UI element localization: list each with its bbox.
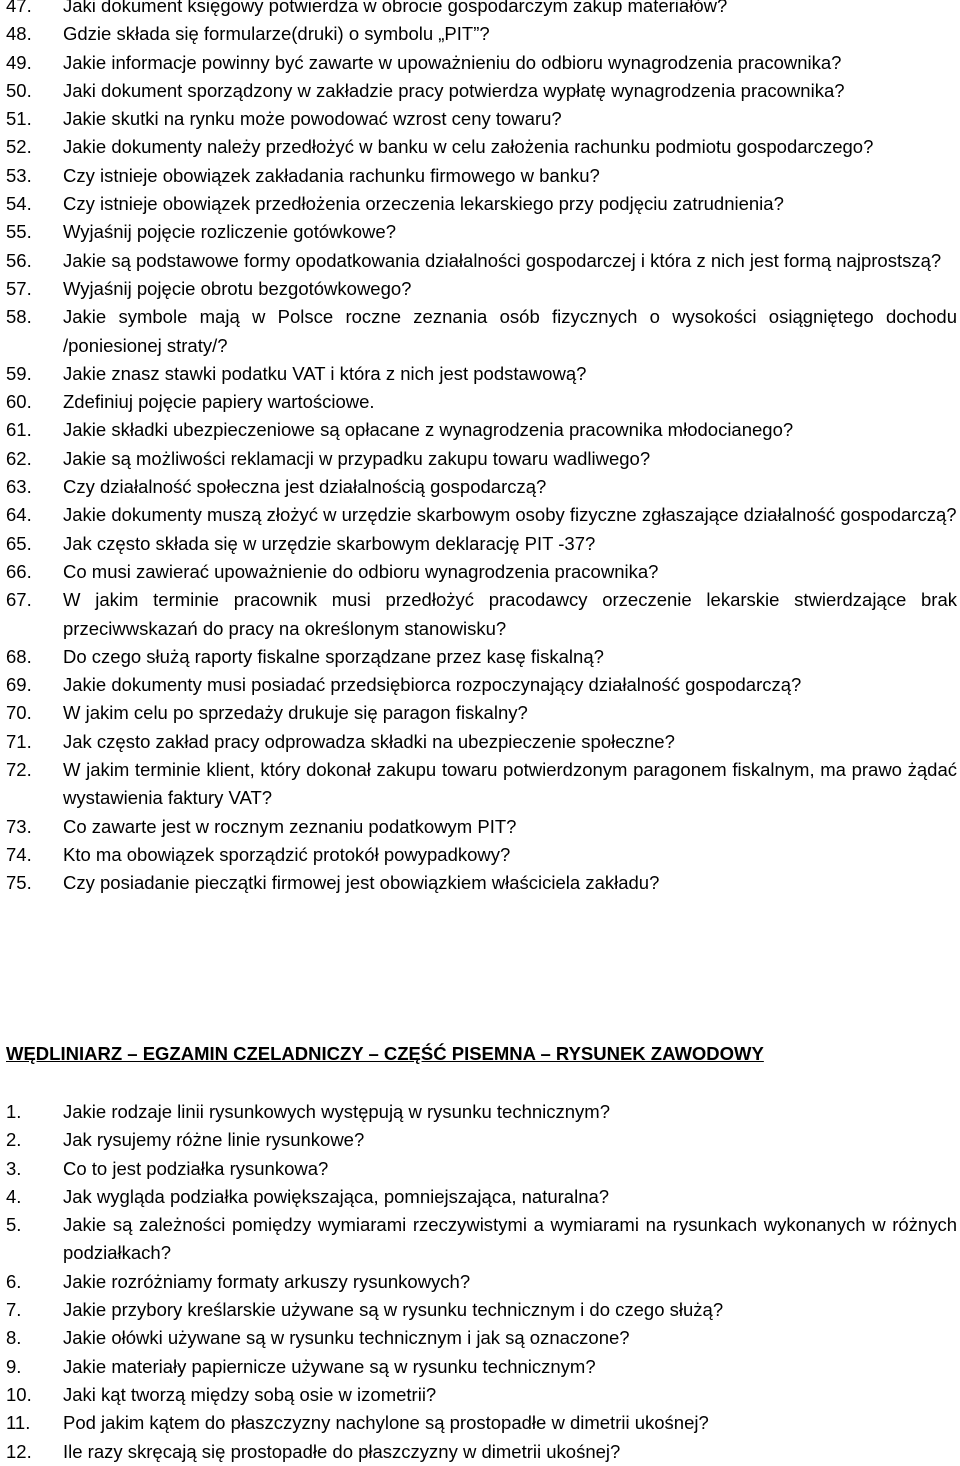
question-item: [0, 190, 957, 218]
question-item: [0, 699, 957, 727]
question-item: [0, 275, 957, 303]
question-number: 51.: [6, 108, 32, 130]
question-text: Gdzie składa się formularze(druki) o symbolu „PIT”?: [63, 23, 490, 45]
question-item: [0, 445, 957, 473]
question-text: Jakie materiały papiernicze używane są w rysunku technicznym?: [63, 1355, 596, 1377]
question-item: [0, 1409, 957, 1437]
question-number: 9.: [6, 1355, 22, 1377]
question-text: Wyjaśnij pojęcie rozliczenie gotówkowe?: [63, 221, 396, 243]
question-text: Jaki kąt tworzą między sobą osie w izometrii?: [63, 1383, 437, 1405]
question-number: 71.: [6, 730, 32, 752]
question-item: [0, 1381, 957, 1409]
question-text: Jakie informacje powinny być zawarte w upoważnieniu do odbioru wynagrodzenia pracownika?: [63, 51, 842, 73]
question-number: 75.: [6, 872, 32, 894]
question-item: [0, 303, 957, 360]
question-text: Jakie przybory kreślarskie używane są w rysunku technicznym i do czego służą?: [63, 1299, 724, 1321]
question-text: Jaki dokument księgowy potwierdza w obrocie gospodarczym zakup materiałów?: [63, 0, 728, 16]
question-item: [0, 473, 957, 501]
question-item: [0, 756, 957, 813]
question-text: Co zawarte jest w rocznym zeznaniu podatkowym PIT?: [63, 815, 517, 837]
question-text: Czy posiadanie pieczątki firmowej jest obowiązkiem właściciela zakładu?: [63, 872, 660, 894]
question-text: Jakie dokumenty należy przedłożyć w banku w celu założenia rachunku podmiotu gospodarczego?: [63, 136, 874, 158]
question-item: [0, 1268, 957, 1296]
question-number: 54.: [6, 193, 32, 215]
question-number: 72.: [6, 759, 32, 781]
question-number: 55.: [6, 221, 32, 243]
question-number: 1.: [6, 1101, 22, 1122]
question-text: W jakim terminie klient, który dokonał zakupu towaru potwierdzonym paragonem fiskalnym, ma prawo żądać wystawienia faktury VAT?: [63, 759, 957, 809]
question-text: Jakie symbole mają w Polsce roczne zeznania osób fizycznych o wysokości osiągniętego dochodu /poniesionej straty/?: [63, 306, 957, 356]
question-text: Wyjaśnij pojęcie obrotu bezgotówkowego?: [63, 277, 412, 299]
question-number: 2.: [6, 1129, 22, 1151]
question-text: Pod jakim kątem do płaszczyzny nachylone są prostopadłe w dimetrii ukośnej?: [63, 1412, 709, 1434]
question-number: 8.: [6, 1327, 22, 1349]
question-item: [0, 416, 957, 444]
question-item: [0, 586, 957, 643]
question-number: 68.: [6, 645, 32, 667]
question-text: Jakie dokumenty musi posiadać przedsiębiorca rozpoczynający działalność gospodarczą?: [63, 674, 802, 696]
question-item: [0, 869, 957, 897]
question-item: [0, 1353, 957, 1381]
question-number: 10.: [6, 1383, 32, 1405]
question-text: Jak wygląda podziałka powiększająca, pomniejszająca, naturalna?: [63, 1185, 610, 1207]
question-list-technical-drawing: [0, 1098, 957, 1466]
question-number: 4.: [6, 1185, 22, 1207]
question-text: Jakie są możliwości reklamacji w przypadku zakupu towaru wadliwego?: [63, 447, 651, 469]
question-text: W jakim celu po sprzedaży drukuje się paragon fiskalny?: [63, 702, 528, 724]
question-item: [0, 388, 957, 416]
question-text: Jakie rozróżniamy formaty arkuszy rysunkowych?: [63, 1270, 471, 1292]
question-number: 65.: [6, 532, 32, 554]
question-number: 64.: [6, 504, 32, 526]
question-text: Kto ma obowiązek sporządzić protokół powypadkowy?: [63, 843, 511, 865]
question-number: 52.: [6, 136, 32, 158]
question-number: 70.: [6, 702, 32, 724]
question-number: 62.: [6, 447, 32, 469]
question-number: 63.: [6, 476, 32, 498]
question-text: Jakie są podstawowe formy opodatkowania działalności gospodarczej i która z nich jest formą najprostszą?: [63, 249, 942, 271]
question-number: 6.: [6, 1270, 22, 1292]
question-number: 58.: [6, 306, 32, 328]
question-item: [0, 501, 957, 529]
question-number: 60.: [6, 391, 32, 413]
question-item: [0, 133, 957, 161]
question-text: Jaki dokument sporządzony w zakładzie pracy potwierdza wypłatę wynagrodzenia pracownika?: [63, 79, 845, 101]
question-text: Czy działalność społeczna jest działalnością gospodarczą?: [63, 476, 547, 498]
question-item: [0, 1098, 957, 1126]
question-item: [0, 0, 957, 20]
question-text: Do czego służą raporty fiskalne sporządzane przez kasę fiskalną?: [63, 645, 604, 667]
question-item: [0, 558, 957, 586]
question-item: [0, 1211, 957, 1268]
question-number: 5.: [6, 1214, 22, 1236]
question-text: Jak rysujemy różne linie rysunkowe?: [63, 1129, 365, 1151]
question-text: Ile razy skręcają się prostopadłe do płaszczyzny w dimetrii ukośnej?: [63, 1440, 621, 1462]
question-number: 74.: [6, 843, 32, 865]
question-text: Co musi zawierać upoważnienie do odbioru wynagrodzenia pracownika?: [63, 560, 659, 582]
question-item: [0, 218, 957, 246]
question-item: [0, 728, 957, 756]
question-number: 11.: [6, 1412, 31, 1434]
question-number: 47.: [6, 0, 32, 16]
question-text: Czy istnieje obowiązek zakładania rachunku firmowego w banku?: [63, 164, 600, 186]
question-item: [0, 247, 957, 275]
question-text: Zdefiniuj pojęcie papiery wartościowe.: [63, 391, 375, 413]
question-number: 3.: [6, 1157, 22, 1179]
question-text: Jakie skutki na rynku może powodować wzrost ceny towaru?: [63, 108, 562, 130]
question-text: Jakie są zależności pomiędzy wymiarami rzeczywistymi a wymiarami na rysunkach wykonanych w różnych podziałkach?: [63, 1214, 957, 1264]
question-item: [0, 1324, 957, 1352]
question-item: [0, 20, 957, 48]
question-number: 50.: [6, 79, 32, 101]
question-item: [0, 1296, 957, 1324]
question-number: 56.: [6, 249, 32, 271]
question-item: [0, 49, 957, 77]
question-number: 69.: [6, 674, 32, 696]
question-text: Co to jest podziałka rysunkowa?: [63, 1157, 329, 1179]
question-number: 59.: [6, 362, 32, 384]
question-text: Jakie rodzaje linii rysunkowych występują w rysunku technicznym?: [63, 1101, 611, 1122]
question-number: 7.: [6, 1299, 22, 1321]
question-number: 73.: [6, 815, 32, 837]
question-number: 66.: [6, 560, 32, 582]
question-text: Jak często składa się w urzędzie skarbowym deklarację PIT -37?: [63, 532, 596, 554]
question-item: [0, 671, 957, 699]
question-item: [0, 77, 957, 105]
question-text: Czy istnieje obowiązek przedłożenia orzeczenia lekarskiego przy podjęciu zatrudnienia?: [63, 193, 784, 215]
question-number: 48.: [6, 23, 32, 45]
question-item: [0, 1126, 957, 1154]
question-number: 53.: [6, 164, 32, 186]
question-text: Jakie ołówki używane są w rysunku technicznym i jak są oznaczone?: [63, 1327, 630, 1349]
question-item: [0, 1155, 957, 1183]
question-item: [0, 105, 957, 133]
question-number: 12.: [6, 1440, 32, 1462]
question-number: 61.: [6, 419, 32, 441]
question-number: 67.: [6, 589, 32, 611]
question-text: Jakie dokumenty muszą złożyć w urzędzie skarbowym osoby fizyczne zgłaszające działalność gospodarczą?: [63, 504, 957, 526]
question-item: [0, 1438, 957, 1466]
question-item: [0, 530, 957, 558]
question-text: Jak często zakład pracy odprowadza składki na ubezpieczenie społeczne?: [63, 730, 675, 752]
question-item: [0, 813, 957, 841]
question-item: [0, 360, 957, 388]
question-item: [0, 162, 957, 190]
question-number: 57.: [6, 277, 32, 299]
question-item: [0, 841, 957, 869]
section-heading: WĘDLINIARZ – EGZAMIN CZELADNICZY – CZĘŚĆ PISEMNA – RYSUNEK ZAWODOWY: [6, 1043, 764, 1064]
question-number: 49.: [6, 51, 32, 73]
question-text: Jakie znasz stawki podatku VAT i która z nich jest podstawową?: [63, 362, 587, 384]
question-item: [0, 1183, 957, 1211]
question-text: W jakim terminie pracownik musi przedłożyć pracodawcy orzeczenie lekarskie stwierdzające brak przeciwwskazań do pracy na określonym stanowisku?: [63, 589, 957, 639]
question-text: Jakie składki ubezpieczeniowe są opłacane z wynagrodzenia pracownika młodocianego?: [63, 419, 794, 441]
question-item: [0, 643, 957, 671]
